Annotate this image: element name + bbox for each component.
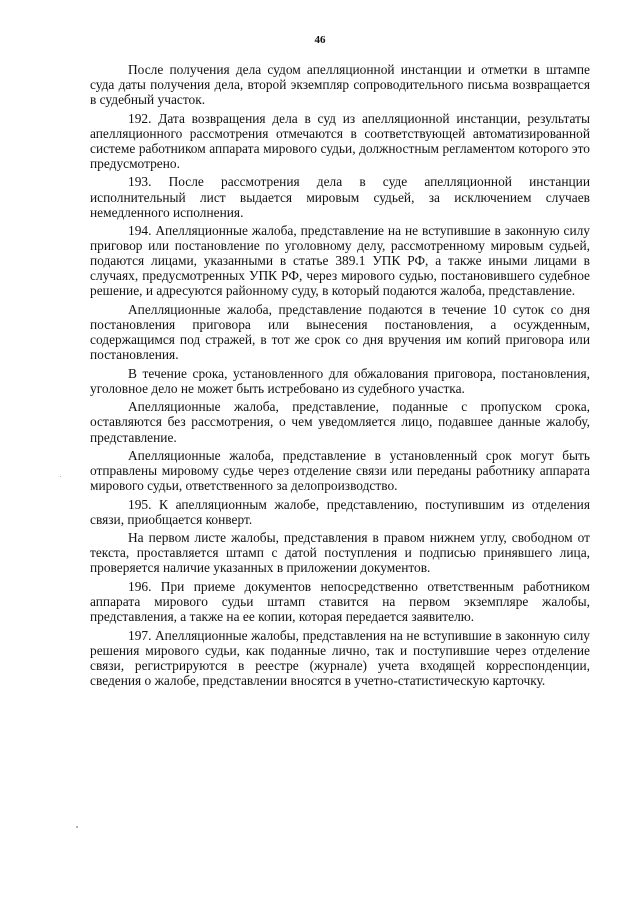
paragraph: 197. Апелляционные жалобы, представления на не вступившие в законную силу решения мирового судьи, как поданные лично, так и поступившие через отделение связи, регистрируются в реестре (журнале) учета входящей корреспонденции, сведения о жалобе, представлении вносятся в учетно-статистическую карточку.	[90, 627, 590, 688]
paragraph: 192. Дата возвращения дела в суд из апелляционной инстанции, результаты апелляционного рассмотрения отмечаются в соответствующей автоматизированной системе работником аппарата мирового судьи, должностным регламентом которого это предусмотрено.	[90, 110, 590, 171]
paragraph: 193. После рассмотрения дела в суде апелляционной инстанции исполнительный лист выдается мировым судьей, за исключением случаев немедленного исполнения.	[90, 174, 590, 220]
scan-speck	[60, 476, 61, 477]
paragraph: 196. При приеме документов непосредственно ответственным работником аппарата мирового судьи штамп ставится на первом экземпляре жалобы, представления, а также на ее копии, которая передается заявителю.	[90, 578, 590, 625]
paragraph: В течение срока, установленного для обжалования приговора, постановления, уголовное дело не может быть истребовано из судебного участка.	[90, 365, 590, 396]
paragraph: Апелляционные жалоба, представление, поданные с пропуском срока, оставляются без рассмотрения, о чем уведомляется лицо, подавшее данные жалобу, представление.	[90, 399, 590, 445]
paragraph: Апелляционные жалоба, представление в установленный срок могут быть отправлены мировому судье через отделение связи или переданы работнику аппарата мирового судьи, ответственного за делопроизводство.	[90, 447, 590, 494]
page-number: 46	[314, 34, 326, 46]
scan-speck	[76, 826, 78, 828]
body-text	[90, 62, 590, 691]
paragraph: После получения дела судом апелляционной инстанции и отметки в штампе суда даты получения дела, второй экземпляр сопроводительного письма возвращается в судебный участок.	[90, 62, 590, 108]
paragraph: 194. Апелляционные жалоба, представление на не вступившие в законную силу приговор или постановление по уголовному делу, рассмотренному мировым судьей, подаются лицами, указанными в статье 389.1 УПК РФ, а также иными лицами в случаях, предусмотренных УПК РФ, через мирового судью, постановившего судебное решение, и адресуются районному суду, в который подаются жалоба, представление.	[90, 223, 590, 299]
paragraph: 195. К апелляционным жалобе, представлению, поступившим из отделения связи, приобщается конверт.	[90, 496, 590, 527]
paragraph: На первом листе жалобы, представления в правом нижнем углу, свободном от текста, проставляется штамп с датой поступления и подписью принявшего лица, проверяется наличие указанных в приложении документов.	[90, 530, 590, 576]
paragraph: Апелляционные жалоба, представление подаются в течение 10 суток со дня постановления приговора или вынесения постановления, а осужденным, содержащимся под стражей, в тот же срок со дня вручения им копий приговора или постановления.	[90, 301, 590, 363]
